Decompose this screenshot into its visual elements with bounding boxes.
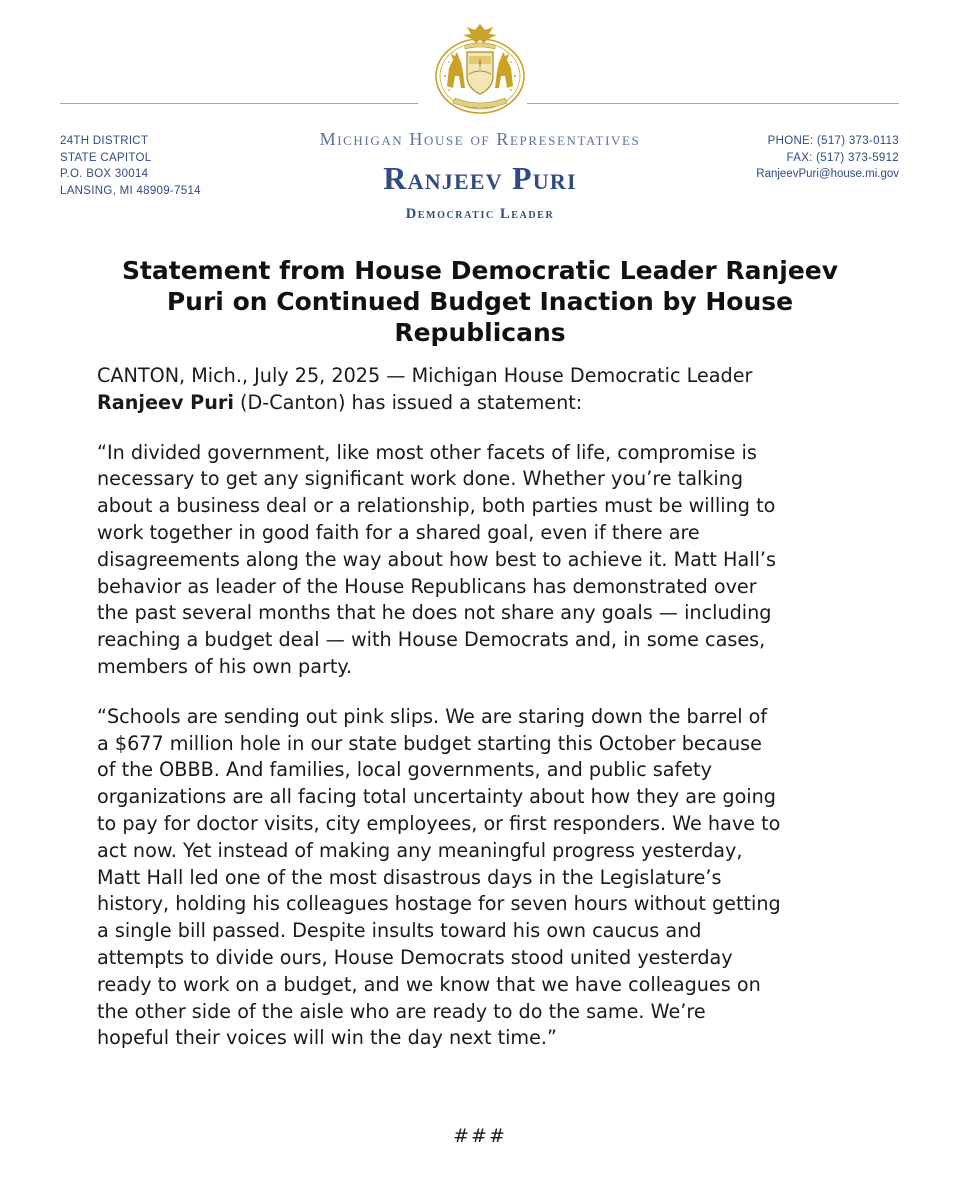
dateline-paragraph [97, 363, 867, 417]
house-title: Michigan House of Representatives [319, 129, 641, 149]
press-release-headline: Statement from House Democratic Leader Ranjeev Puri on Continued Budget Inaction by House Republicans [121, 256, 839, 347]
press-release-body [97, 363, 867, 1075]
paragraph-line: of the OBBB. And families, local governments, and public safety [97, 758, 712, 782]
paragraph-line: a single bill passed. Despite insults toward his own caucus and [97, 919, 702, 943]
representative-role: Democratic Leader [405, 206, 555, 222]
dateline-continuation [97, 390, 867, 417]
address-line: STATE CAPITOL [60, 151, 152, 164]
paragraph-line: disagreements along the way about how best to achieve it. Matt Hall’s [97, 547, 776, 571]
statement-paragraph-2 [97, 704, 867, 1052]
paragraph-line: behavior as leader of the House Republicans has demonstrated over [97, 574, 757, 598]
paragraph-line: a $677 million hole in our state budget starting this October because [97, 731, 762, 755]
paragraph-line: the past several months that he does not share any goals — including [97, 601, 772, 625]
contact-info [756, 133, 899, 183]
end-of-release-mark: ### [453, 1125, 507, 1147]
paragraph-line: reaching a budget deal — with House Democrats and, in some cases, [97, 628, 766, 652]
paragraph-line: ready to work on a budget, and we know that we have colleagues on [97, 972, 761, 996]
paragraph-line: members of his own party. [97, 654, 353, 678]
header-rule-left [60, 103, 418, 104]
fax-number: FAX: (517) 373-5912 [786, 151, 899, 164]
statement-paragraph-1 [97, 440, 867, 681]
paragraph-line: work together in good faith for a shared goal, even if there are [97, 520, 700, 544]
paragraph-line: organizations are all facing total uncertainty about how they are going [97, 785, 776, 809]
header-rule-right [527, 103, 899, 104]
paragraph-line: to pay for doctor visits, city employees, or first responders. We have to [97, 811, 781, 835]
email-address[interactable]: RanjeevPuri@house.mi.gov [756, 168, 899, 180]
address-line: LANSING, MI 48909-7514 [60, 184, 201, 197]
paragraph-line: the other side of the aisle who are ready to do the same. We’re [97, 999, 706, 1023]
paragraph-line: history, holding his colleagues hostage for seven hours without getting [97, 892, 781, 916]
paragraph-line: hopeful their voices will win the day next time.” [97, 1026, 557, 1050]
paragraph-line: necessary to get any significant work done. Whether you’re talking [97, 467, 744, 491]
address-line: P.O. BOX 30014 [60, 168, 149, 180]
paragraph-line: “In divided government, like most other facets of life, compromise is [97, 440, 757, 464]
dateline: CANTON, Mich., July 25, 2025 — Michigan House Democratic Leader [97, 364, 753, 387]
paragraph-line: Matt Hall led one of the most disastrous days in the Legislature’s [97, 865, 722, 889]
representative-name: Ranjeev Puri [383, 160, 577, 196]
paragraph-line: “Schools are sending out pink slips. We are staring down the barrel of [97, 704, 768, 728]
paragraph-line: act now. Yet instead of making any meaningful progress yesterday, [97, 838, 743, 862]
michigan-state-seal-icon [427, 18, 533, 116]
paragraph-line: about a business deal or a relationship, both parties must be willing to [97, 494, 776, 518]
phone-number: PHONE: (517) 373-0113 [767, 135, 899, 147]
address-line: 24TH DISTRICT [60, 135, 149, 147]
dateline-name: Ranjeev Puri [97, 390, 234, 414]
dateline-rest: (D-Canton) has issued a statement: [240, 390, 583, 414]
paragraph-line: attempts to divide ours, House Democrats stood united yesterday [97, 945, 733, 969]
